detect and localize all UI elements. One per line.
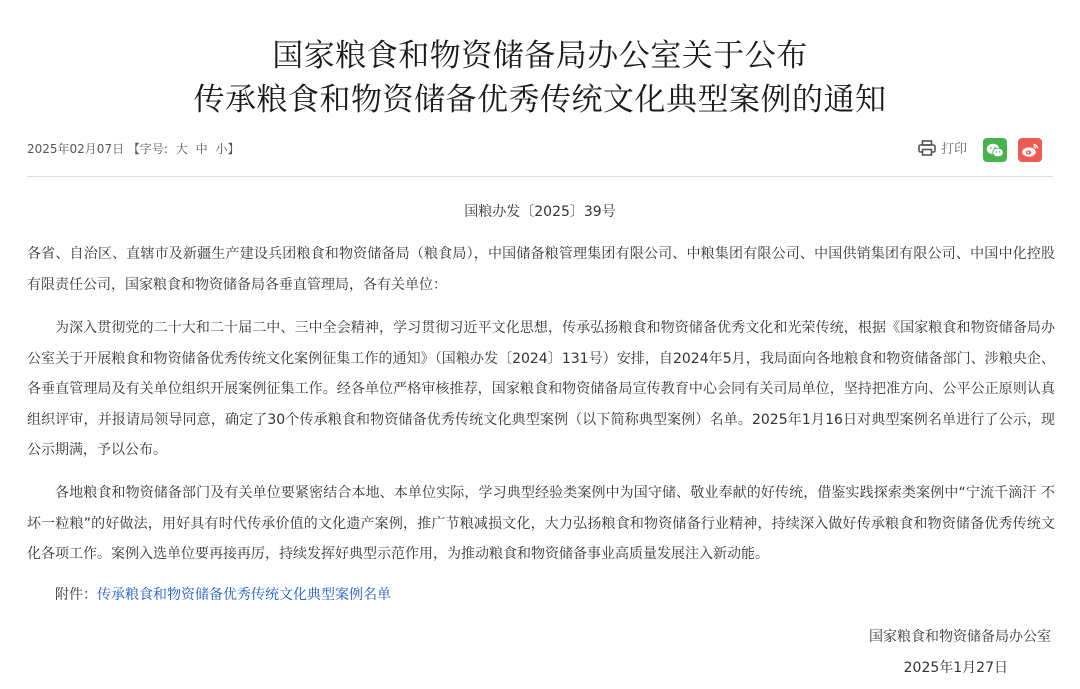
publish-date: 2025年02月07日 [27,142,125,156]
share-wechat-button[interactable] [983,138,1007,162]
share-weibo-button[interactable] [1018,138,1042,162]
page-title-line-2: 传承粮食和物资储备优秀传统文化典型案例的通知 [193,82,887,118]
body-paragraph-2: 各地粮食和物资储备部门及有关单位要紧密结合本地、本单位实际，学习典型经验类案例中为国守储、敬业奉献的好传统，借鉴实践探索类案例中“宁流千滴汗 不坏一粒粮”的好做法，用好具有时代传承价值的文化遗产案例，推广节粮减损文化，大力弘扬粮食和物资储备行业精神，持续深入做好传承粮食和物资储备优秀传统文化各项工作。案例入选单位要再接再厉，持续发挥好典型示范作用，为推动粮食和物资储备事业高质量发展注入新动能。 [27,485,1055,562]
font-size-medium-button[interactable]: 中 [195,142,208,156]
wechat-icon [986,143,1004,158]
font-size-label-open: 【字号: [127,142,168,156]
print-label: 打印 [941,142,968,157]
print-button[interactable] [918,138,967,157]
body-paragraph-1: 为深入贯彻党的二十大和二十届二中、三中全会精神，学习贯彻习近平文化思想，传承弘扬粮食和物资储备优秀文化和光荣传统，根据《国家粮食和物资储备局办公室关于开展粮食和物资储备优秀传统文化案例征集工作的通知》（国粮办发〔2024〕131号）安排，自2024年5月，我局面向各地粮食和物资储备部门、涉粮央企、各垂直管理局及有关单位组织开展案例征集工作。经各单位严格审核推荐，国家粮食和物资储备局宣传教育中心会同有关司局单位，坚持把准方向、公平公正原则认真组织评审，并报请局领导同意，确定了30个传承粮食和物资储备优秀传统文化典型案例（以下简称典型案例）名单。2025年1月16日对典型案例名单进行了公示，现公示期满，予以公布。 [27,320,1055,458]
attachment [55,580,391,610]
attachment-link[interactable]: 传承粮食和物资储备优秀传统文化典型案例名单 [97,587,391,603]
sign-date: 2025年1月27日 [903,660,1008,676]
signature: 国家粮食和物资储备局办公室 [869,629,1051,645]
printer-icon [918,140,936,156]
article-meta [27,140,240,157]
weibo-icon [1021,142,1039,158]
document-number: 国粮办发〔2025〕39号 [464,204,616,220]
page-title-line-1: 国家粮食和物资储备局办公室关于公布 [272,38,808,74]
addressees: 各省、自治区、直辖市及新疆生产建设兵团粮食和物资储备局（粮食局），中国储备粮管理集团有限公司、中粮集团有限公司、中国供销集团有限公司、中国中化控股有限责任公司，国家粮食和物资储备局各垂直管理局，各有关单位： [27,246,1055,293]
font-size-large-button[interactable]: 大 [175,142,188,156]
font-size-small-button[interactable]: 小 [215,142,228,156]
header-divider [27,176,1053,177]
font-size-label-close: 】 [227,142,240,156]
attachment-label: 附件： [55,587,97,603]
